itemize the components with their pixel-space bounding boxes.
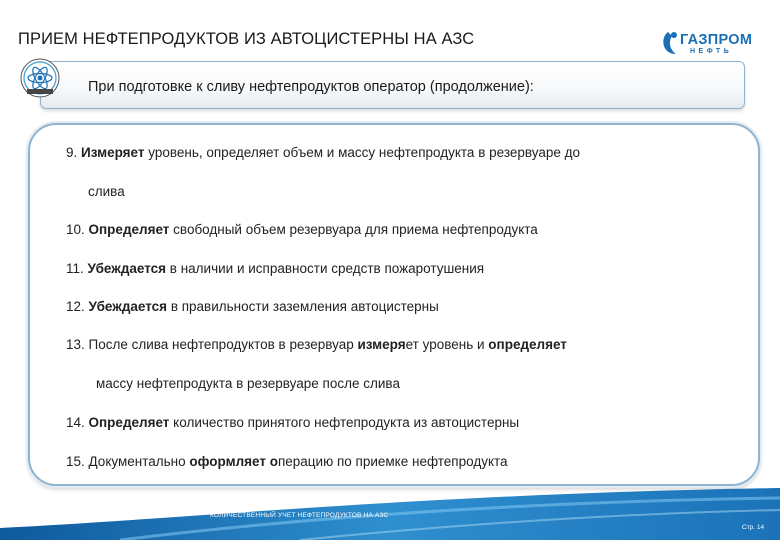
footer-text: КОЛИЧЕСТВЕННЫЙ УЧЕТ НЕФТЕПРОДУКТОВ НА АЗС xyxy=(210,512,389,519)
list-item: 13. После слива нефтепродуктов в резервуар измеряет уровень и определяет xyxy=(66,337,567,352)
list-item: слива xyxy=(88,184,125,199)
list-item: 10. Определяет свободный объем резервуара для приема нефтепродукта xyxy=(66,222,538,237)
footer-band xyxy=(0,488,780,540)
logo-subtext: НЕФТЬ xyxy=(690,48,733,55)
list-item: массу нефтепродукта в резервуаре после слива xyxy=(96,376,400,391)
subtitle-text: При подготовке к сливу нефтепродуктов оператор (продолжение): xyxy=(88,79,534,95)
list-item: 9. Измеряет уровень, определяет объем и массу нефтепродукта в резервуаре до xyxy=(66,145,581,160)
page-number: Стр. 14 xyxy=(742,524,765,531)
page-title: ПРИЕМ НЕФТЕПРОДУКТОВ ИЗ АВТОЦИСТЕРНЫ НА АЗС xyxy=(18,30,475,48)
list-item: 12. Убеждается в правильности заземления автоцистерны xyxy=(66,299,439,314)
list-item: 11. Убеждается в наличии и исправности средств пожаротушения xyxy=(66,261,485,276)
logo-text: ГАЗПРОМ xyxy=(680,32,753,48)
list-item: 15. Документально оформляет операцию по приемке нефтепродукта xyxy=(66,454,508,469)
list-item: 14. Определяет количество принятого нефтепродукта из автоцистерны xyxy=(66,415,520,430)
atom-emblem-icon xyxy=(20,58,60,98)
